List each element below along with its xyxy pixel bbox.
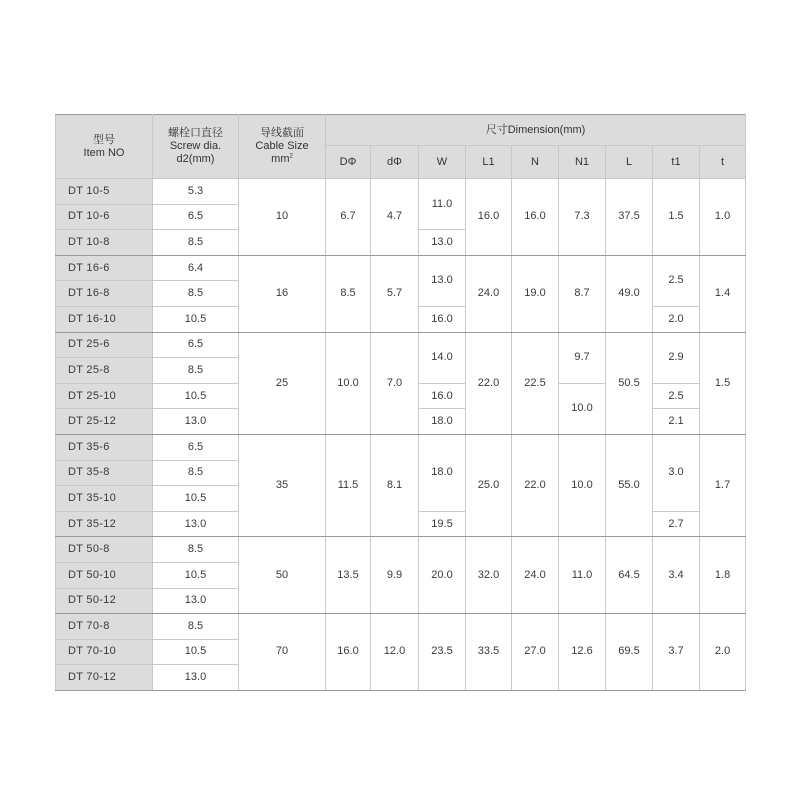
header-dim-1: dΦ xyxy=(371,146,419,179)
item-no-cell: DT 35-6 xyxy=(56,434,153,460)
dim-W-cell: 16.0 xyxy=(419,383,466,409)
dim-L-cell: 49.0 xyxy=(606,255,653,332)
cable-size-cell: 25 xyxy=(239,332,326,434)
cable-size-cell: 16 xyxy=(239,255,326,332)
dim-N1-cell: 7.3 xyxy=(559,179,606,256)
dim-L-cell: 50.5 xyxy=(606,332,653,434)
header-dim-7: t1 xyxy=(653,146,700,179)
dim-t1-cell: 2.5 xyxy=(653,383,700,409)
dim-t-cell: 1.4 xyxy=(700,255,746,332)
spec-table xyxy=(55,114,746,691)
dim-W-cell: 18.0 xyxy=(419,409,466,435)
dim-d-cell: 4.7 xyxy=(371,179,419,256)
item-no-cell: DT 35-12 xyxy=(56,511,153,537)
item-no-cell: DT 25-10 xyxy=(56,383,153,409)
screw-dia-cell: 6.5 xyxy=(153,434,239,460)
header-dim-3: L1 xyxy=(466,146,512,179)
item-no-cell: DT 16-10 xyxy=(56,306,153,332)
screw-dia-cell: 10.5 xyxy=(153,639,239,665)
dim-d-cell: 12.0 xyxy=(371,614,419,691)
dim-L-cell: 55.0 xyxy=(606,434,653,536)
header-screw-dia: 螺栓口直径 Screw dia. d2(mm) xyxy=(153,115,239,179)
dim-N-cell: 24.0 xyxy=(512,537,559,614)
screw-dia-cell: 13.0 xyxy=(153,665,239,691)
dim-L-cell: 64.5 xyxy=(606,537,653,614)
item-no-cell: DT 10-6 xyxy=(56,204,153,230)
dim-L1-cell: 24.0 xyxy=(466,255,512,332)
header-item-no: 型号 Item NO xyxy=(56,115,153,179)
header-dim-5: N1 xyxy=(559,146,606,179)
header-dim-2: W xyxy=(419,146,466,179)
item-no-cell: DT 16-8 xyxy=(56,281,153,307)
dim-d-cell: 5.7 xyxy=(371,255,419,332)
header-cable-size: 导线截面 Cable Size $mm^2$ xyxy=(239,115,326,179)
dim-L-cell: 69.5 xyxy=(606,614,653,691)
dim-W-cell: 13.0 xyxy=(419,255,466,306)
dim-d-cell: 9.9 xyxy=(371,537,419,614)
table-body xyxy=(56,179,746,691)
cable-size-cell: 10 xyxy=(239,179,326,256)
item-no-cell: DT 50-10 xyxy=(56,562,153,588)
dim-L-cell: 37.5 xyxy=(606,179,653,256)
dim-N-cell: 22.0 xyxy=(512,434,559,536)
header-dim-0: DΦ xyxy=(326,146,371,179)
screw-dia-cell: 10.5 xyxy=(153,562,239,588)
screw-dia-cell: 6.5 xyxy=(153,332,239,358)
header-dim-4: N xyxy=(512,146,559,179)
table-row xyxy=(56,255,746,281)
header-dim-6: L xyxy=(606,146,653,179)
dim-W-cell: 11.0 xyxy=(419,179,466,230)
item-no-cell: DT 25-6 xyxy=(56,332,153,358)
dim-t1-cell: 3.4 xyxy=(653,537,700,614)
dim-W-cell: 20.0 xyxy=(419,537,466,614)
dim-W-cell: 13.0 xyxy=(419,230,466,256)
cable-size-cell: 70 xyxy=(239,614,326,691)
cable-size-cell: 35 xyxy=(239,434,326,536)
dim-t1-cell: 2.7 xyxy=(653,511,700,537)
dim-N-cell: 19.0 xyxy=(512,255,559,332)
screw-dia-cell: 6.5 xyxy=(153,204,239,230)
dim-L1-cell: 16.0 xyxy=(466,179,512,256)
dim-W-cell: 23.5 xyxy=(419,614,466,691)
dim-t-cell: 1.8 xyxy=(700,537,746,614)
item-no-cell: DT 35-8 xyxy=(56,460,153,486)
item-no-cell: DT 10-5 xyxy=(56,179,153,205)
screw-dia-cell: 8.5 xyxy=(153,230,239,256)
header-row xyxy=(56,115,746,146)
screw-dia-cell: 10.5 xyxy=(153,383,239,409)
screw-dia-cell: 13.0 xyxy=(153,409,239,435)
screw-dia-cell: 8.5 xyxy=(153,358,239,384)
dim-d-cell: 8.1 xyxy=(371,434,419,536)
dim-N1-cell: 10.0 xyxy=(559,434,606,536)
dim-t-cell: 1.0 xyxy=(700,179,746,256)
screw-dia-cell: 8.5 xyxy=(153,281,239,307)
item-no-cell: DT 16-6 xyxy=(56,255,153,281)
dim-N1-cell: 12.6 xyxy=(559,614,606,691)
header-dim-8: t xyxy=(700,146,746,179)
screw-dia-cell: 10.5 xyxy=(153,306,239,332)
screw-dia-cell: 8.5 xyxy=(153,460,239,486)
dim-D-cell: 6.7 xyxy=(326,179,371,256)
dim-D-cell: 11.5 xyxy=(326,434,371,536)
dim-N1-cell: 10.0 xyxy=(559,383,606,434)
dim-t1-cell: 1.5 xyxy=(653,179,700,256)
table-row xyxy=(56,537,746,563)
item-no-cell: DT 70-8 xyxy=(56,614,153,640)
dim-D-cell: 8.5 xyxy=(326,255,371,332)
table-row xyxy=(56,434,746,460)
dim-W-cell: 19.5 xyxy=(419,511,466,537)
item-no-cell: DT 25-8 xyxy=(56,358,153,384)
dim-N1-cell: 9.7 xyxy=(559,332,606,383)
screw-dia-cell: 13.0 xyxy=(153,588,239,614)
dim-t-cell: 1.5 xyxy=(700,332,746,434)
screw-dia-cell: 8.5 xyxy=(153,537,239,563)
header-dimension: 尺寸Dimension(mm) xyxy=(326,115,746,146)
item-no-cell: DT 35-10 xyxy=(56,486,153,512)
dim-D-cell: 16.0 xyxy=(326,614,371,691)
table-row xyxy=(56,332,746,358)
screw-dia-cell: 8.5 xyxy=(153,614,239,640)
screw-dia-cell: 13.0 xyxy=(153,511,239,537)
item-no-cell: DT 70-12 xyxy=(56,665,153,691)
dim-t1-cell: 2.0 xyxy=(653,306,700,332)
dim-N-cell: 27.0 xyxy=(512,614,559,691)
dim-L1-cell: 22.0 xyxy=(466,332,512,434)
dim-t-cell: 1.7 xyxy=(700,434,746,536)
dim-t-cell: 2.0 xyxy=(700,614,746,691)
dim-t1-cell: 2.9 xyxy=(653,332,700,383)
item-no-cell: DT 50-12 xyxy=(56,588,153,614)
dim-D-cell: 13.5 xyxy=(326,537,371,614)
dim-W-cell: 18.0 xyxy=(419,434,466,511)
table-row xyxy=(56,179,746,205)
dim-t1-cell: 2.5 xyxy=(653,255,700,306)
item-no-cell: DT 70-10 xyxy=(56,639,153,665)
dim-N1-cell: 8.7 xyxy=(559,255,606,332)
item-no-cell: DT 10-8 xyxy=(56,230,153,256)
dim-t1-cell: 3.0 xyxy=(653,434,700,511)
dim-L1-cell: 32.0 xyxy=(466,537,512,614)
table-row xyxy=(56,614,746,640)
dim-N1-cell: 11.0 xyxy=(559,537,606,614)
dim-N-cell: 22.5 xyxy=(512,332,559,434)
screw-dia-cell: 6.4 xyxy=(153,255,239,281)
dim-L1-cell: 33.5 xyxy=(466,614,512,691)
dim-W-cell: 16.0 xyxy=(419,306,466,332)
dim-t1-cell: 2.1 xyxy=(653,409,700,435)
item-no-cell: DT 25-12 xyxy=(56,409,153,435)
dim-W-cell: 14.0 xyxy=(419,332,466,383)
screw-dia-cell: 5.3 xyxy=(153,179,239,205)
dim-t1-cell: 3.7 xyxy=(653,614,700,691)
screw-dia-cell: 10.5 xyxy=(153,486,239,512)
dim-N-cell: 16.0 xyxy=(512,179,559,256)
dim-d-cell: 7.0 xyxy=(371,332,419,434)
item-no-cell: DT 50-8 xyxy=(56,537,153,563)
dim-D-cell: 10.0 xyxy=(326,332,371,434)
dim-L1-cell: 25.0 xyxy=(466,434,512,536)
cable-size-cell: 50 xyxy=(239,537,326,614)
